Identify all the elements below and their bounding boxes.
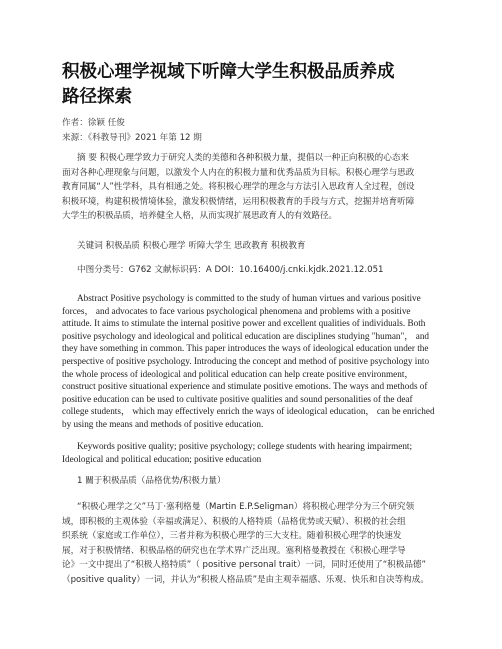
keywords-en <box>62 440 447 465</box>
abstract-en-line: perspective of positive psychology. Introducing the concept and method of positive psychology into <box>62 355 430 366</box>
body-line: “积极心理学之父”马丁·塞利格曼（Martin E.P.Seligman）将积极心理学分为三个研究领 <box>77 502 415 512</box>
abstract-en-line: attitude. It aims to stimulate the internal positive power and excellent qualities of individuals. Both <box>62 318 426 329</box>
classification-line: 中图分类号：G762 文献标识码：A DOI：10.16400/j.cnki.kjdk.2021.12.051 <box>77 265 384 275</box>
abstract-cn <box>62 151 447 224</box>
keywords-cn: 关键词 积极品质 积极心理学 听障大学生 思政教育 积极教育 <box>77 241 306 251</box>
body-line: 域，即积极的主观体验（幸福或满足）、积极的人格特质（品格优势或天赋）、积极的社会组 <box>62 516 406 527</box>
abstract-en-line: they have something in common. This paper introduces the ways of ideological education under the <box>62 343 429 354</box>
section-heading: 1 關于积极品质（品格优势/积极力量） <box>77 476 226 486</box>
abstract-en-line: construct positive situational experience and stimulate positive emotions. The ways and methods of <box>62 381 428 392</box>
author-line: 作者：徐颖 任俊 <box>62 118 125 128</box>
abstract-en-line: positive education can be used to cultivate positive qualities and sound personalities of the deaf <box>62 393 413 404</box>
body-line: （positive quality）一词，并认为“积极人格品质”是由主观幸福感、乐观、快乐和自决等构成。 <box>62 574 429 585</box>
title-line-2: 路径探索 <box>62 87 132 107</box>
abstract-en-line: Abstract Positive psychology is committed to the study of human virtues and various positive <box>77 293 421 303</box>
abstract-en-line: forces， and advocates to face various psychological phenomena and problems with a positive <box>62 305 411 316</box>
body-line: 展，对于积极情绪、积极品格的研究也在学术界广泛出现。塞利格曼教授在《积极心理学导 <box>62 545 406 556</box>
keywords-en-line: Ideological and political education; positive education <box>62 453 262 464</box>
abstract-en <box>62 292 447 431</box>
article-title <box>62 60 452 110</box>
abstract-en-line: positive psychology and ideological and political education are disciplines studying "human"， and <box>62 330 430 341</box>
keywords-en-line: Keywords positive quality; positive psychology; college students with hearing impairment; <box>77 441 413 451</box>
abstract-cn-line: 大学生的积极品质，培养健全人格，从而实现扩展思政育人的有效路径。 <box>62 211 338 222</box>
abstract-cn-line: 摘 要 积极心理学致力于研究人类的美德和各种积极力量，提倡以一种正向积极的心态来 <box>77 153 410 163</box>
title-line-1: 积极心理学视域下听障大学生积极品质养成 <box>62 62 395 82</box>
abstract-en-line: by using the means and methods of positive education. <box>62 418 264 429</box>
body-paragraph <box>62 500 447 588</box>
abstract-cn-line: 面对各种心理现象与问题，以激发个人内在的积极力量和优秀品质为目标。积极心理学与思政 <box>62 167 415 178</box>
abstract-cn-line: 教育同属“人”性学科，具有相通之处。将积极心理学的理念与方法引入思政育人全过程，创设 <box>62 182 415 193</box>
source-line: 来源：《科教导刊》2021 年第 12 期 <box>62 133 202 143</box>
abstract-en-line: college students， which may effectively enrich the ways of ideological education， can be enriched <box>62 406 435 417</box>
body-line: 论》一文中提出了“积极人格特质”（ positive personal trait）一词，同时还使用了“积极品德” <box>62 560 426 571</box>
body-line: 织系统（家庭或工作单位），三者并称为积极心理学的三大支柱。随着积极心理学的快速发 <box>62 531 402 542</box>
abstract-cn-line: 积极环境，构建积极情境体验，激发积极情绪，运用积极教育的手段与方式，挖掘并培育听障 <box>62 196 415 207</box>
abstract-en-line: the whole process of ideological and political education can help create positive environment， <box>62 368 414 379</box>
